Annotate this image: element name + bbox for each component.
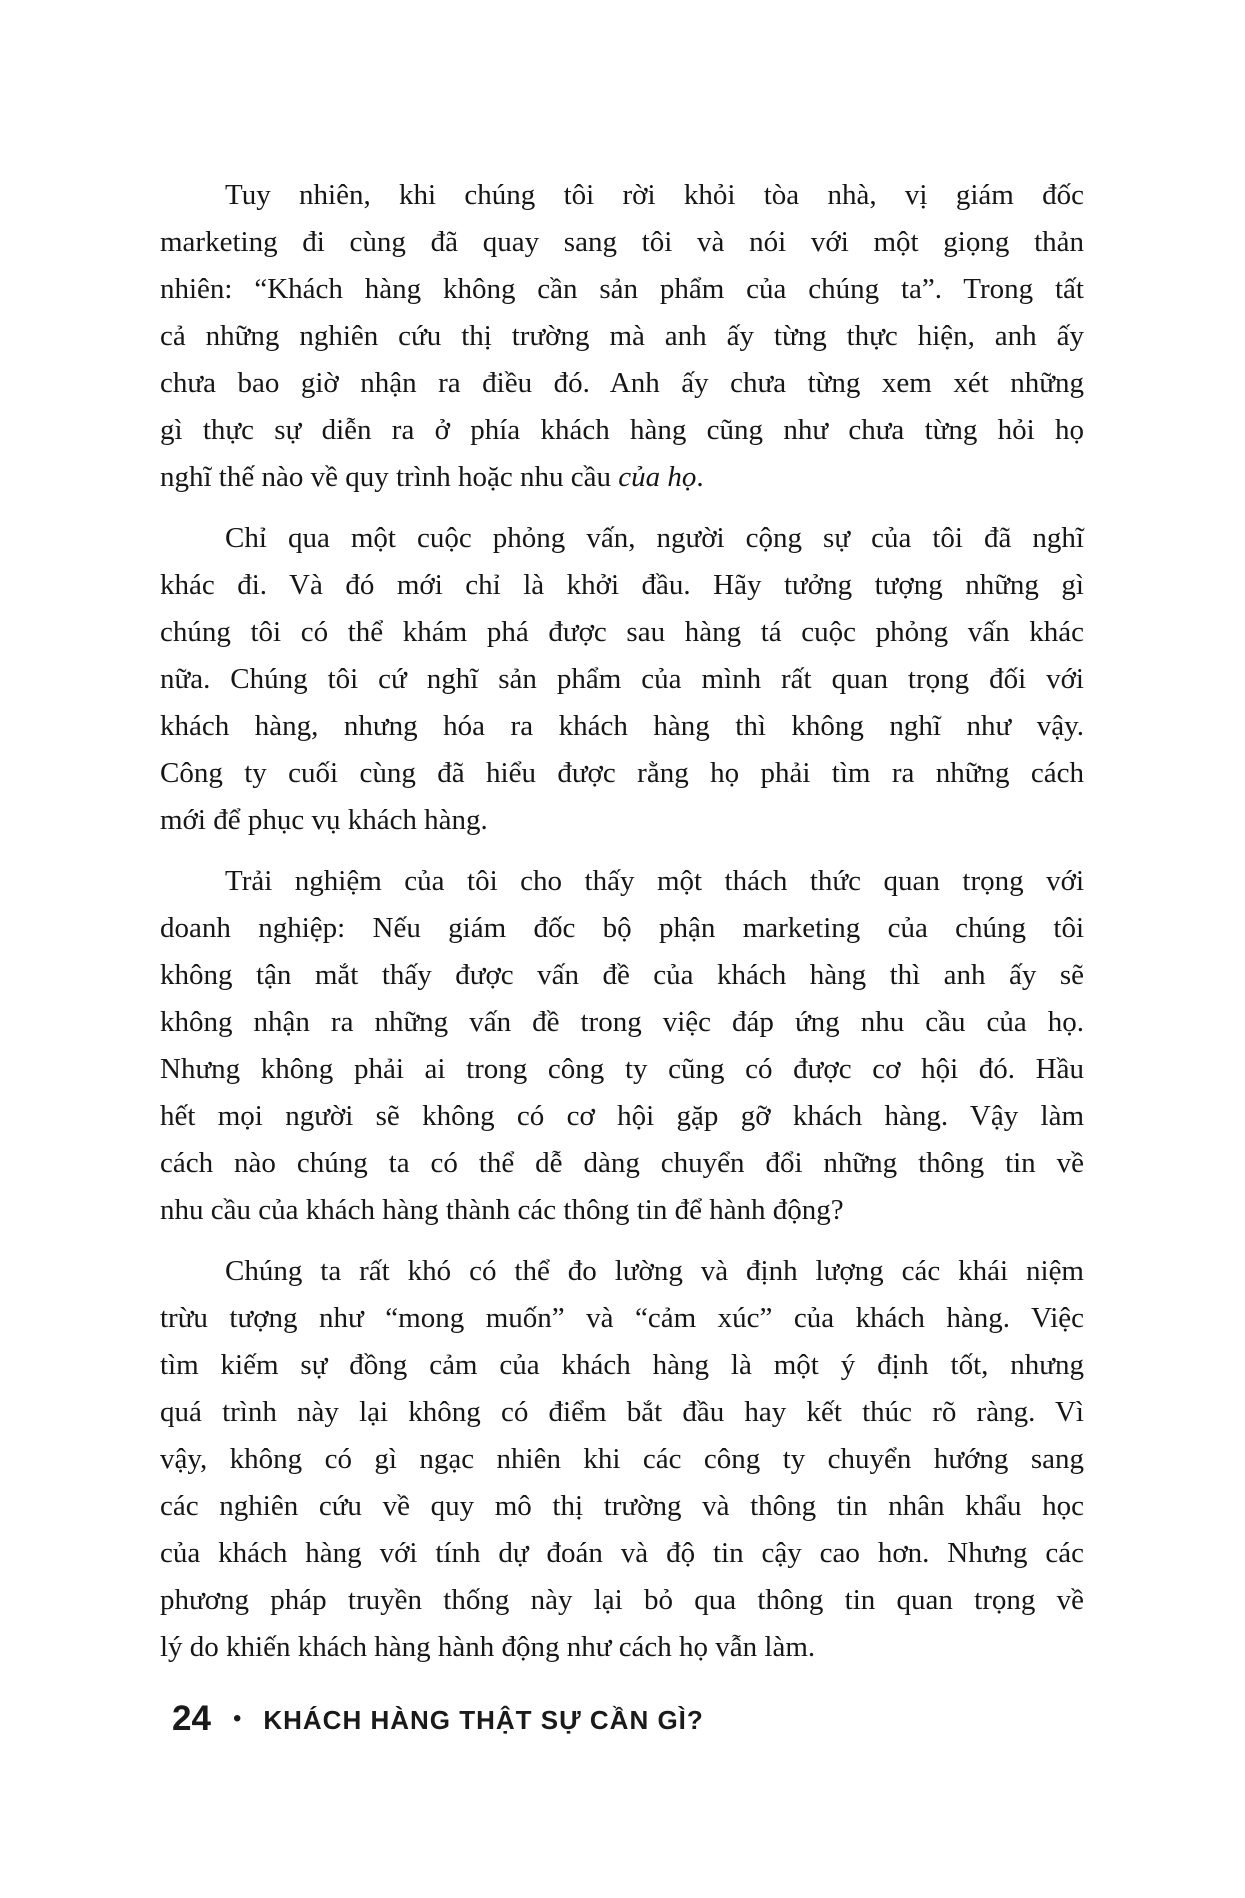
text-line: của khách hàng với tính dự đoán và độ tin cậy cao hơn. Nhưng các: [160, 1537, 1084, 1569]
text-segment: mới để phục vụ khách hàng.: [160, 804, 488, 836]
text-line: Trải nghiệm của tôi cho thấy một thách thức quan trọng với: [225, 865, 1084, 897]
paragraph-4: [160, 1248, 1084, 1671]
text-line: nữa. Chúng tôi cứ nghĩ sản phẩm của mình rất quan trọng đối với: [160, 663, 1084, 695]
text-segment: .: [696, 461, 704, 493]
text-line: [160, 1624, 1084, 1671]
text-line: Chỉ qua một cuộc phỏng vấn, người cộng sự của tôi đã nghĩ: [225, 522, 1084, 554]
text-line: các nghiên cứu về quy mô thị trường và thông tin nhân khẩu học: [160, 1490, 1084, 1522]
paragraph-3: [160, 858, 1084, 1234]
text-line: chưa bao giờ nhận ra điều đó. Anh ấy chưa từng xem xét những: [160, 367, 1084, 399]
bullet-separator-icon: •: [232, 1705, 242, 1732]
page-number: 24: [172, 1698, 211, 1738]
text-line: quá trình này lại không có điểm bắt đầu hay kết thúc rõ ràng. Vì: [160, 1396, 1084, 1428]
text-segment: lý do khiến khách hàng hành động như cách họ vẫn làm.: [160, 1631, 816, 1663]
body-text: [160, 172, 1084, 1685]
text-line: cả những nghiên cứu thị trường mà anh ấy từng thực hiện, anh ấy: [160, 320, 1084, 352]
text-line: khác đi. Và đó mới chỉ là khởi đầu. Hãy tưởng tượng những gì: [160, 569, 1084, 601]
text-line: trừu tượng như “mong muốn” và “cảm xúc” của khách hàng. Việc: [160, 1302, 1084, 1334]
paragraph-1: [160, 172, 1084, 501]
text-line: khách hàng, nhưng hóa ra khách hàng thì không nghĩ như vậy.: [160, 710, 1084, 742]
italic-text: của họ: [618, 461, 697, 493]
text-segment: nhu cầu của khách hàng thành các thông tin để hành động?: [160, 1194, 844, 1226]
text-line: Tuy nhiên, khi chúng tôi rời khỏi tòa nhà, vị giám đốc: [225, 179, 1084, 211]
text-line: marketing đi cùng đã quay sang tôi và nói với một giọng thản: [160, 226, 1084, 258]
running-book-title: KHÁCH HÀNG THẬT SỰ CẦN GÌ?: [263, 1704, 704, 1735]
text-line: Nhưng không phải ai trong công ty cũng có được cơ hội đó. Hầu: [160, 1053, 1084, 1085]
text-line: không tận mắt thấy được vấn đề của khách hàng thì anh ấy sẽ: [160, 959, 1084, 991]
text-line: Công ty cuối cùng đã hiểu được rằng họ phải tìm ra những cách: [160, 757, 1084, 789]
text-line: gì thực sự diễn ra ở phía khách hàng cũng như chưa từng hỏi họ: [160, 414, 1084, 446]
text-line: phương pháp truyền thống này lại bỏ qua thông tin quan trọng về: [160, 1584, 1084, 1616]
text-line: doanh nghiệp: Nếu giám đốc bộ phận marketing của chúng tôi: [160, 912, 1084, 944]
paragraph-2: [160, 515, 1084, 844]
text-line: [160, 1187, 1084, 1234]
text-line: [160, 454, 1084, 501]
text-line: chúng tôi có thể khám phá được sau hàng tá cuộc phỏng vấn khác: [160, 616, 1084, 648]
text-line: tìm kiếm sự đồng cảm của khách hàng là một ý định tốt, nhưng: [160, 1349, 1084, 1381]
text-segment: nghĩ thế nào về quy trình hoặc nhu cầu: [160, 461, 619, 493]
text-line: Chúng ta rất khó có thể đo lường và định lượng các khái niệm: [225, 1255, 1084, 1287]
text-line: không nhận ra những vấn đề trong việc đáp ứng nhu cầu của họ.: [160, 1006, 1084, 1038]
text-line: vậy, không có gì ngạc nhiên khi các công ty chuyển hướng sang: [160, 1443, 1084, 1475]
text-line: hết mọi người sẽ không có cơ hội gặp gỡ khách hàng. Vậy làm: [160, 1100, 1084, 1132]
text-line: nhiên: “Khách hàng không cần sản phẩm của chúng ta”. Trong tất: [160, 273, 1084, 305]
text-line: cách nào chúng ta có thể dễ dàng chuyển đổi những thông tin về: [160, 1147, 1084, 1179]
text-line: [160, 797, 1084, 844]
page-footer: [172, 1698, 704, 1738]
